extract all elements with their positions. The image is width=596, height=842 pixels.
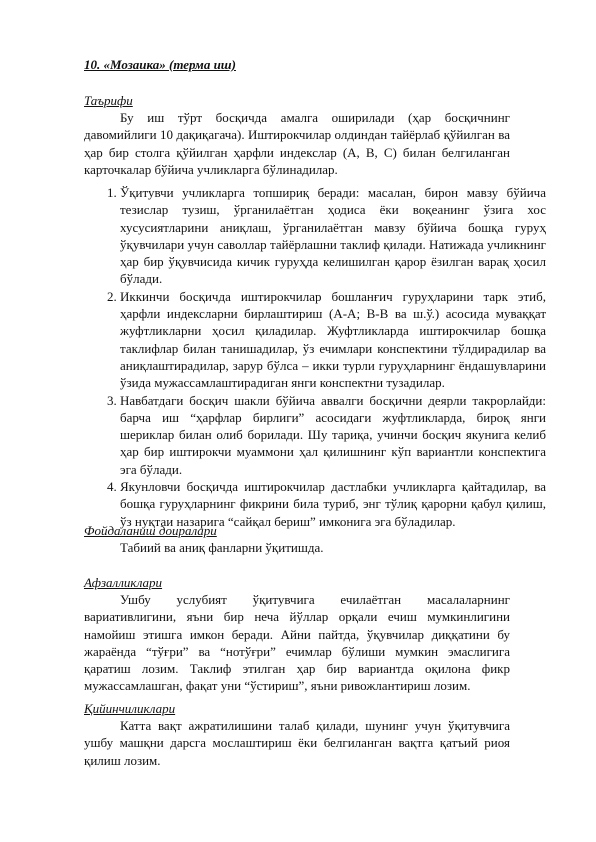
usage-text: Табиий ва аниқ фанларни ўқитишда. xyxy=(120,540,324,555)
step-item: 4. Якунловчи босқичда иштирокчилар дастлабки учликларга қайтадилар, ва бошқа гуруҳларнинг фикрини била туриб, энг тўлиқ қарорни қабул қилиш, ўз нуқтаи назарига “сайқал бериш” имконига эга бўладилар. xyxy=(120,478,546,530)
difficulties-text: Катта вақт ажратилишини талаб қилади, шунинг учун ўқитувчига ушбу машқни дарсга мослаштириш ёки белгиланган вақтга қатъий риоя қилиш лозим. xyxy=(84,718,510,768)
definition-heading: Таърифи xyxy=(84,93,133,108)
definition-text: Бу иш тўрт босқичда амалга оширилади (ҳар босқичнинг давомийлиги 10 дақиқагача). Иштирокчилар олдиндан тайёрлаб қўйилган ва ҳар бир столга қўйилган ҳарфли индекслар (А, В, С) билан белгиланган карточкалар бўйича учликларга бўлинадилар. xyxy=(84,110,510,177)
step-item: 2. Иккинчи босқичда иштирокчилар бошланғич гуруҳларини тарк этиб, ҳарфли индексларни бирлаштириш (А-А; В-В ва ш.ў.) асосида муваққат жуфтликларни ҳосил қиладилар. Жуфтликларда иштирокчилар бошқа таклифлар билан танишадилар, ўз ечимлари конспектини тўлдирадилар ва аниқлаштирадилар, зарур бўлса – икки турли гуруҳларнинг ёндашувларини ўзида мужассамлаштирадиган янги конспектни тузадилар. xyxy=(120,288,546,392)
advantages-heading: Афзалликлари xyxy=(84,575,163,590)
difficulties-heading: Қийинчиликлари xyxy=(84,701,176,716)
section-title: 10. «Мозаика» (терма иш) xyxy=(84,57,236,72)
step-item: 1. Ўқитувчи учликларга топшириқ беради: масалан, бирон мавзу бўйича тезислар тузиш, ўрганилаётган ҳодиса ёки воқеанинг ўзига хос хусусиятларини аниқлаш, ўрганилаётган мавзу бўйича бошқа гуруҳ ўқувчилари учун саволлар тайёрлашни таклиф қилади. Натижада учликнинг ҳар бир ўқувчисида кичик гуруҳда келишилган қарор ёзилган варақ ҳосил бўлади. xyxy=(120,184,546,288)
steps-list xyxy=(84,184,546,530)
advantages-text: Ушбу услубият ўқитувчига ечилаётган масалаларнинг вариативлигини, яъни бир неча йўллар орқали ечиш мумкинлигини намойиш этишга имкон беради. Айни пайтда, ўқувчилар диққатини бу жараёнда “тўғри” ва “нотўғри” ечимлар бўлиши мумкин эмаслигига қаратиш лозим. Таклиф этилган ҳар бир вариантда оқилона фикр мужассамлашган, фақат уни “ўстириш”, яъни ривожлантириш лозим. xyxy=(84,592,510,694)
usage-heading: Фойдаланиш доиралари xyxy=(84,523,217,538)
step-item: 3. Навбатдаги босқич шакли бўйича аввалги босқични деярли такрорлайди: барча иш “ҳарфлар бирлиги” асосидаги жуфтликларда, бироқ янги шериклар билан олиб борилади. Шу тариқа, учинчи босқич якунига келиб ҳар бир иштирокчи муаммони ҳал қилишнинг кўп вариантли конспектига эга бўлади. xyxy=(120,392,546,478)
